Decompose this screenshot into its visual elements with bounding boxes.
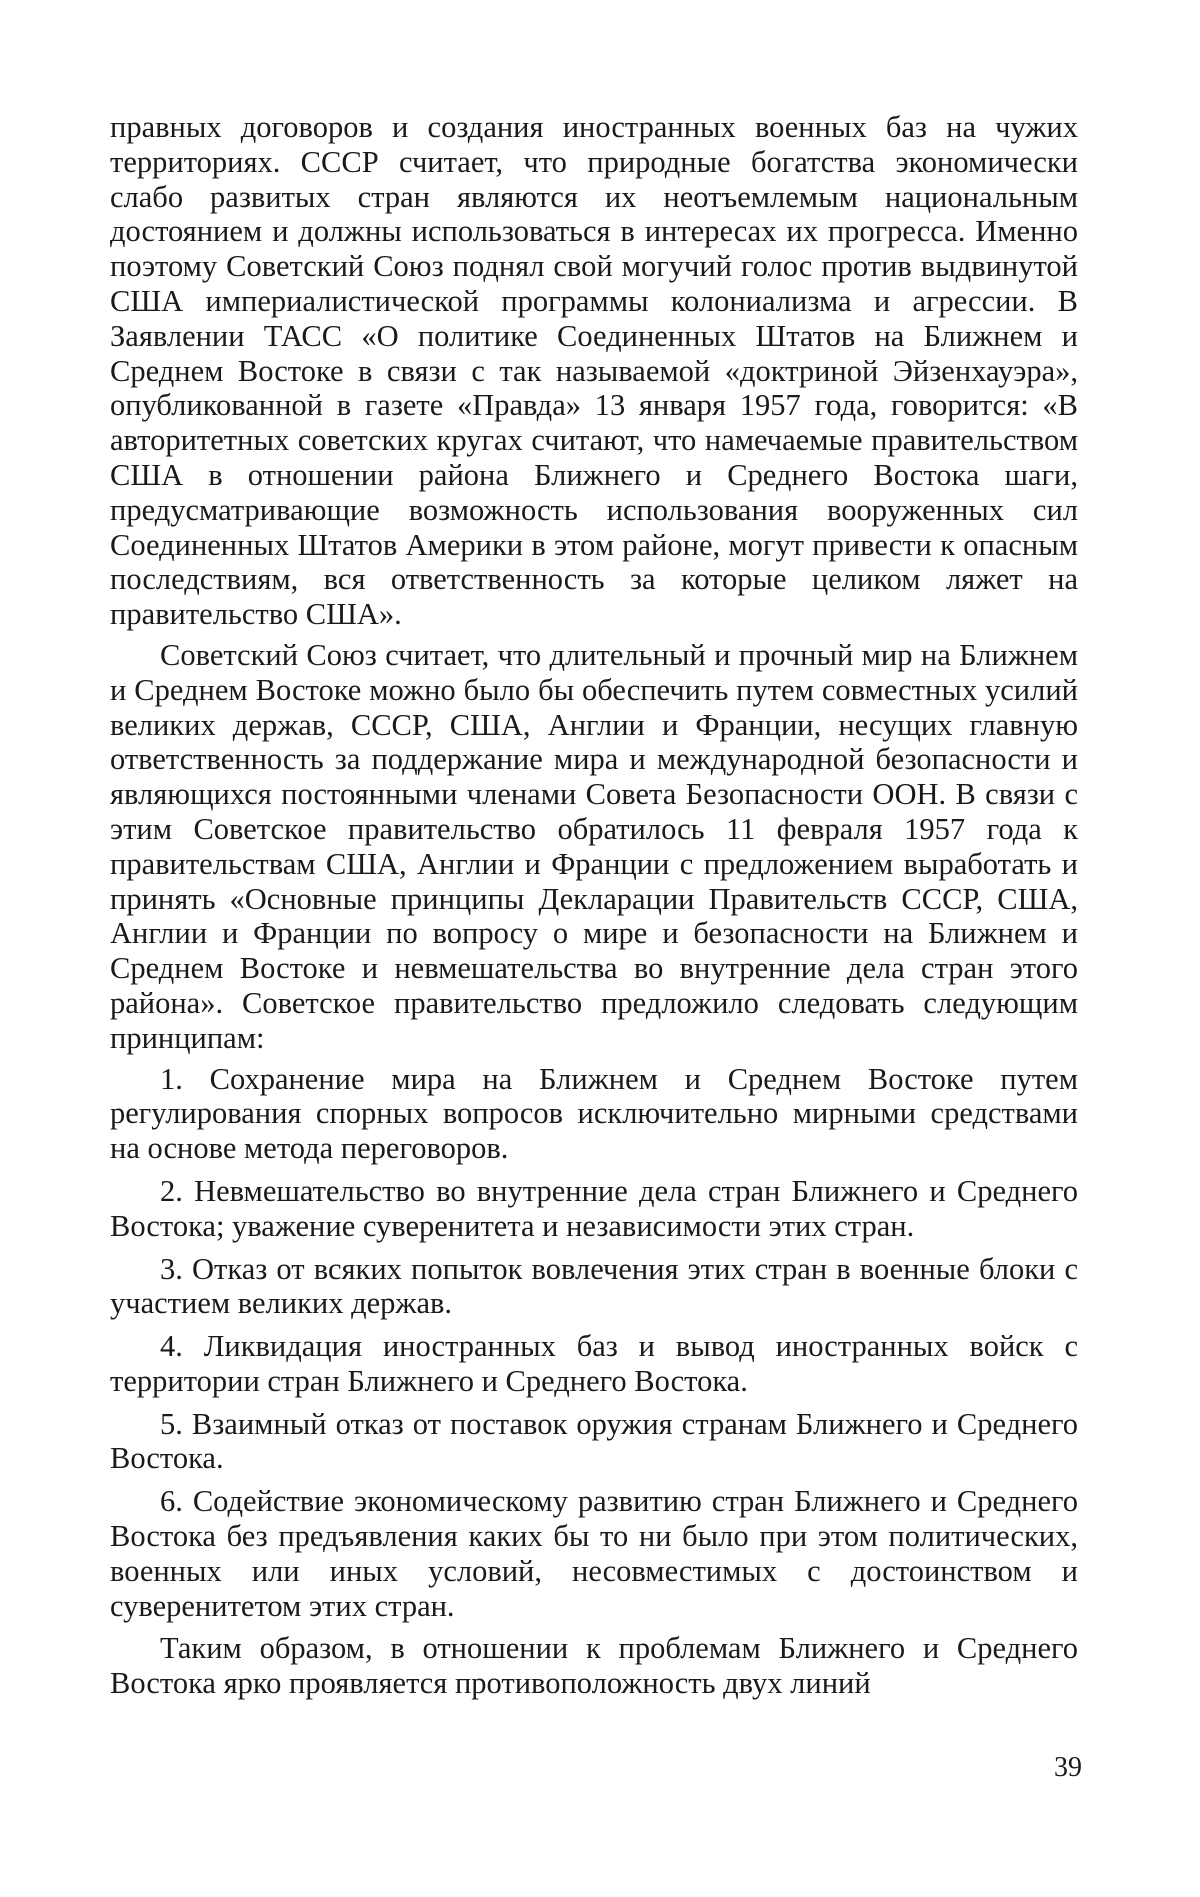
page-number: 39 <box>1054 1753 1082 1783</box>
principle-item-3: 3. Отказ от всяких попыток вовлечения этих стран в военные блоки с участием великих держав. <box>110 1252 1078 1322</box>
paragraph-continuation: правных договоров и создания иностранных военных баз на чужих территориях. СССР считает, что природные богатства экономически слабо развитых стран являются их неотъемлемым национальным достоянием и должны использоваться в интересах их прогресса. Именно поэтому Советский Союз поднял свой могучий голос против выдвинутой США империалистической программы колониализма и агрессии. В Заявлении ТАСС «О политике Соединенных Штатов на Ближнем и Среднем Востоке в связи с так называемой «доктриной Эйзенхауэра», опубликованной в газете «Правда» 13 января 1957 года, говорится: «В авторитетных советских кругах считают, что намечаемые правительством США в отношении района Ближнего и Среднего Востока шаги, предусматривающие возможность использования вооруженных сил Соединенных Штатов Америки в этом районе, могут привести к опасным последствиям, вся ответственность за которые целиком ляжет на правительство США». <box>110 110 1078 632</box>
page-text <box>110 110 1078 1707</box>
principle-item-5: 5. Взаимный отказ от поставок оружия странам Ближнего и Среднего Востока. <box>110 1407 1078 1477</box>
paragraph-closing: Таким образом, в отношении к проблемам Ближнего и Среднего Востока ярко проявляется противоположность двух линий <box>110 1631 1078 1701</box>
principle-item-4: 4. Ликвидация иностранных баз и вывод иностранных войск с территории стран Ближнего и Среднего Востока. <box>110 1329 1078 1399</box>
principle-item-1: 1. Сохранение мира на Ближнем и Среднем Востоке путем регулирования спорных вопросов исключительно мирными средствами на основе метода переговоров. <box>110 1062 1078 1166</box>
book-page <box>0 0 1200 1897</box>
principle-item-2: 2. Невмешательство во внутренние дела стран Ближнего и Среднего Востока; уважение суверенитета и независимости этих стран. <box>110 1174 1078 1244</box>
paragraph-soviet-position: Советский Союз считает, что длительный и прочный мир на Ближнем и Среднем Востоке можно было бы обеспечить путем совместных усилий великих держав, СССР, США, Англии и Франции, несущих главную ответственность за поддержание мира и международной безопасности и являющихся постоянными членами Совета Безопасности ООН. В связи с этим Советское правительство обратилось 11 февраля 1957 года к правительствам США, Англии и Франции с предложением выработать и принять «Основные принципы Декларации Правительств СССР, США, Англии и Франции по вопросу о мире и безопасности на Ближнем и Среднем Востоке и невмешательства во внутренние дела стран этого района». Советское правительство предложило следовать следующим принципам: <box>110 638 1078 1056</box>
principle-item-6: 6. Содействие экономическому развитию стран Ближнего и Среднего Востока без предъявления каких бы то ни было при этом политических, военных или иных условий, несовместимых с достоинством и суверенитетом этих стран. <box>110 1484 1078 1623</box>
